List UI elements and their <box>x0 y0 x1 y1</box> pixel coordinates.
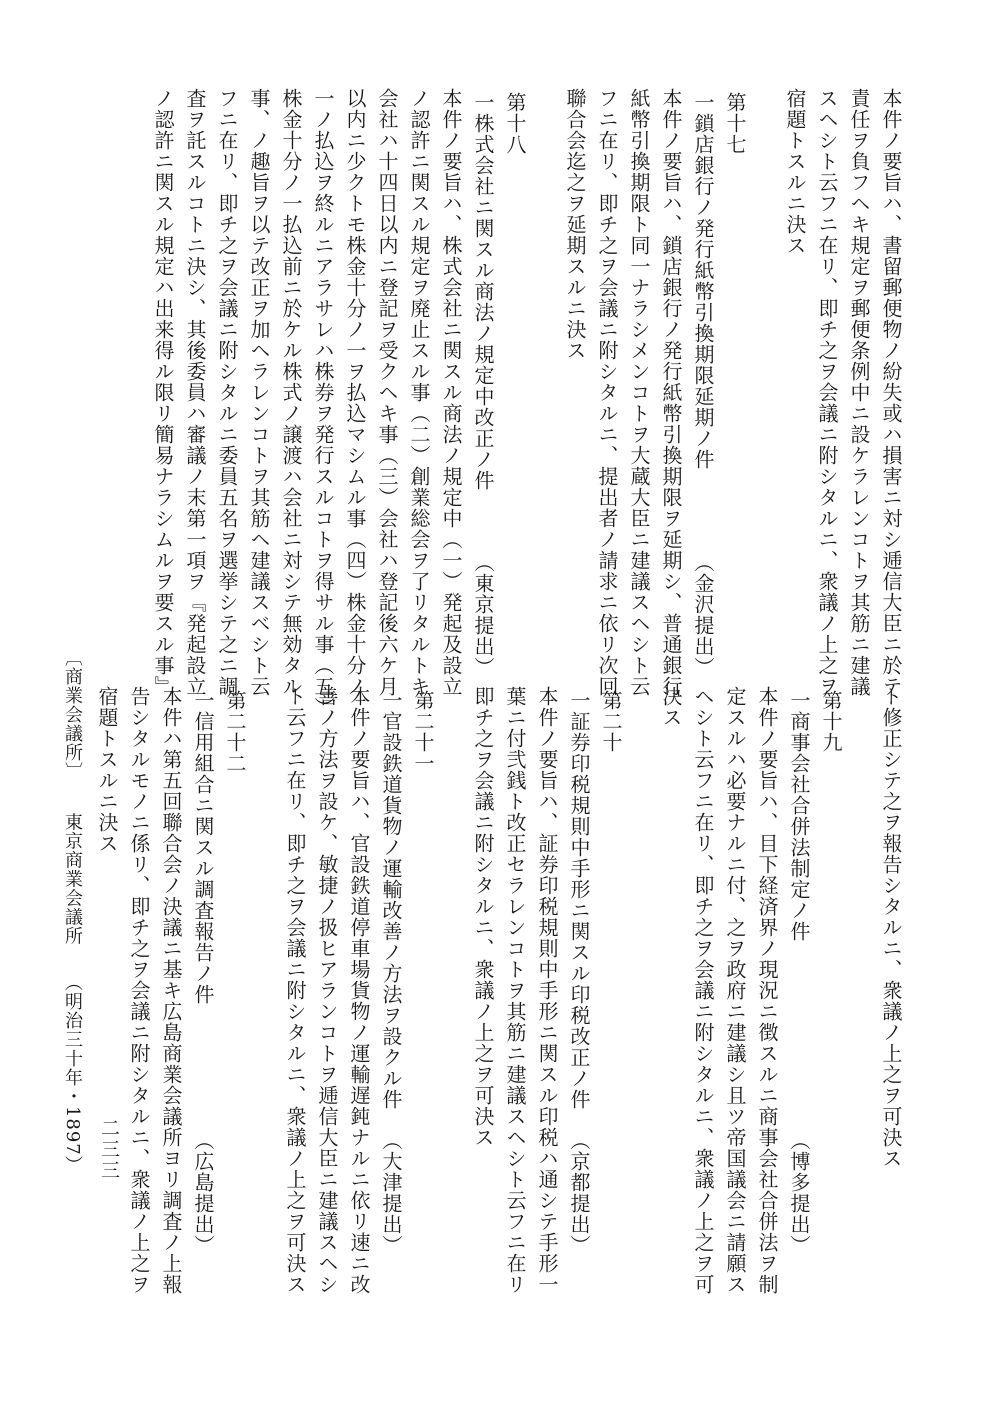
item-title <box>187 686 219 1256</box>
text-line <box>275 88 307 697</box>
footer-section: 〔商業会議所〕 <box>62 648 83 781</box>
line-text: 宿題トスルニ決ス <box>783 88 807 256</box>
text-line <box>719 686 751 1295</box>
item-title <box>783 686 815 1256</box>
line-text: 株金十分ノ一払込前ニ於ケル株式ノ譲渡ハ会社ニ対シテ無効タル <box>279 88 303 697</box>
text-line <box>343 686 375 1295</box>
line-text: 第十七 <box>723 92 747 155</box>
line-text: 一ノ払込ヲ終ルニアラサレハ株券ヲ発行スルコトヲ得サル事（五） <box>311 88 335 718</box>
text-line <box>499 686 531 1295</box>
text-line <box>811 88 843 697</box>
submitter-label: （博多提出） <box>787 1130 811 1256</box>
line-text: 査ヲ託スルコトニ決シ、其後委員ハ審議ノ末第一項ヲ『発起設立 <box>183 88 207 697</box>
upper-text-tier <box>147 88 907 718</box>
text-line <box>559 88 591 678</box>
text-line <box>779 88 811 678</box>
line-text: フニ在リ、即チ之ヲ会議ニ附シタルニ委員五名ヲ選挙シテ之ニ調 <box>215 88 239 697</box>
submitter-label: （広島提出） <box>191 1130 215 1256</box>
section-number <box>219 686 251 1256</box>
submitter-label: （大津提出） <box>379 1130 403 1256</box>
line-text: 本件ノ要旨ハ、書留郵便物ノ紛失或ハ損害ニ対シ逓信大臣ニ於テ <box>879 88 903 697</box>
text-line <box>155 686 187 1295</box>
line-text: ノ認許ニ関スル規定ヲ廃止スル事（二）創業総会ヲ了リタルトキ <box>407 88 431 697</box>
footer-era: （明治三十年・1897） <box>62 972 83 1175</box>
item-title <box>563 686 595 1256</box>
line-text: 第二十 <box>599 690 623 753</box>
text-line <box>307 88 339 718</box>
text-line <box>843 88 875 697</box>
paragraph-spacer <box>439 686 467 1256</box>
text-line <box>311 686 343 1295</box>
line-text: 本件ノ要旨ハ、鎖店銀行ノ発行紙幣引換期限ヲ延期シ、普通銀行 <box>659 88 683 697</box>
lower-text-tier <box>91 686 907 1295</box>
line-text: 告シタルモノニ係リ、即チ之ヲ会議ニ附シタルニ、衆議ノ上之ヲ <box>127 686 151 1295</box>
line-text: 第二十二 <box>223 690 247 774</box>
line-text: 以内ニ少クトモ株金十分ノ一ヲ払込マシムル事（四）株金十分ノ <box>343 88 367 697</box>
text-line <box>147 88 179 697</box>
line-text: 一官設鉄道貨物ノ運輸改善ノ方法ヲ設クル件 <box>379 690 403 1110</box>
text-line <box>211 88 243 697</box>
line-text: 宿題トスルニ決ス <box>95 686 119 854</box>
line-text: ト云フニ在リ、即チ之ヲ会議ニ附シタルニ、衆議ノ上之ヲ可決ス <box>283 686 307 1295</box>
text-line <box>179 88 211 697</box>
line-text: スヘシト云フニ在リ、即チ之ヲ会議ニ附シタルニ、衆議ノ上之ヲ <box>815 88 839 697</box>
section-number <box>815 686 847 1256</box>
section-number <box>407 686 439 1256</box>
line-text: 第二十一 <box>411 690 435 774</box>
text-line <box>123 686 155 1295</box>
text-line <box>591 88 623 697</box>
line-text: 本件ノ要旨ハ、株式会社ニ関スル商法ノ規定中（一）発起及設立 <box>439 88 463 697</box>
line-text: 第十八 <box>503 92 527 155</box>
line-text: 即チ之ヲ会議ニ附シタルニ、衆議ノ上之ヲ可決ス <box>471 686 495 1148</box>
item-title <box>687 88 719 678</box>
line-text: ノ認許ニ関スル規定ハ出来得ル限リ簡易ナラシムルヲ要スル事』 <box>151 88 175 697</box>
line-text: 本件ノ要旨ハ、証券印税規則中手形ニ関スル印税ハ通シテ手形一 <box>535 686 559 1295</box>
footer-organization: 東京商業会議所 <box>62 812 83 946</box>
line-text: 一株式会社ニ関スル商法ノ規定中改正ノ件 <box>471 92 495 491</box>
submitter-label: （金沢提出） <box>691 552 715 678</box>
text-line <box>875 88 907 697</box>
submitter-label: （京都提出） <box>567 1130 591 1256</box>
line-text: 会社ハ十四日以内ニ登記ヲ受クヘキ事（三）会社ハ登記後六ケ月 <box>375 88 399 697</box>
line-text: 本件ノ要旨ハ、目下経済界ノ現況ニ徴スルニ商事会社合併法ヲ制 <box>755 686 779 1295</box>
line-text: 本件ハ第五回聯合会ノ決議ニ基キ広島商業会議所ヨリ調査ノ上報 <box>159 686 183 1295</box>
text-line <box>467 686 499 1256</box>
paragraph-spacer <box>847 686 875 1256</box>
text-line <box>655 88 687 697</box>
text-line <box>655 686 687 1256</box>
line-text: 決ス <box>659 686 683 728</box>
line-text: 第十九 <box>819 690 843 753</box>
text-line <box>279 686 311 1295</box>
paragraph-spacer <box>627 686 655 1256</box>
text-line <box>751 686 783 1295</box>
section-number <box>595 686 627 1256</box>
line-text: ヘシト云フニ在リ、即チ之ヲ会議ニ附シタルニ、衆議ノ上之ヲ可 <box>691 686 715 1295</box>
line-text: 紙幣引換期限ト同一ナラシメンコトヲ大蔵大臣ニ建議スヘシト云 <box>627 88 651 697</box>
text-line <box>243 88 275 697</box>
line-text: 一証券印税規則中手形ニ関スル印税改正ノ件 <box>567 690 591 1110</box>
line-text: 一鎖店銀行ノ発行紙幣引換期限延期ノ件 <box>691 92 715 470</box>
section-number <box>719 88 751 678</box>
item-title <box>467 88 499 678</box>
line-text: 善ノ方法ヲ設ケ、敏捷ノ扱ヒアランコトヲ逓信大臣ニ建議スヘシ <box>315 686 339 1295</box>
paragraph-spacer <box>251 686 279 1256</box>
text-line <box>623 88 655 697</box>
section-number <box>499 88 531 678</box>
line-text: 葉ニ付弐銭ト改正セラレンコトヲ其筋ニ建議スヘシト云フニ在リ <box>503 686 527 1295</box>
line-text: 聯合会迄之ヲ延期スルニ決ス <box>563 88 587 361</box>
line-text: ト修正シテ之ヲ報告シタルニ、衆議ノ上之ヲ可決ス <box>879 686 903 1169</box>
line-text: 定スルハ必要ナルニ付、之ヲ政府ニ建議シ且ツ帝国議会ニ請願ス <box>723 686 747 1295</box>
running-footer <box>60 648 84 1175</box>
line-text: 事、ノ趣旨ヲ以テ改正ヲ加ヘラレンコトヲ其筋ヘ建議スベシト云 <box>247 88 271 697</box>
line-text: 責任ヲ負フヘキ規定ヲ郵便条例中ニ設ケラレンコトヲ其筋ニ建議 <box>847 88 871 697</box>
item-title <box>375 686 407 1256</box>
line-text: 一商事会社合併法制定ノ件 <box>787 690 811 942</box>
submitter-label: （東京提出） <box>471 552 495 678</box>
text-line <box>875 686 907 1256</box>
text-line <box>339 88 371 697</box>
line-text: 一信用組合ニ関スル調査報告ノ件 <box>191 690 215 1005</box>
text-line <box>687 686 719 1295</box>
text-line <box>531 686 563 1295</box>
text-line <box>403 88 435 697</box>
paragraph-spacer <box>751 88 779 678</box>
paragraph-spacer <box>531 88 559 678</box>
line-text: フニ在リ、即チ之ヲ会議ニ附シタルニ、提出者ノ請求ニ依リ次回 <box>595 88 619 697</box>
page-number: 二三三 <box>98 1118 120 1181</box>
line-text: 本件ノ要旨ハ、官設鉄道停車場貨物ノ運輸遅鈍ナルニ依リ速ニ改 <box>347 686 371 1295</box>
text-line <box>371 88 403 697</box>
text-line <box>435 88 467 697</box>
